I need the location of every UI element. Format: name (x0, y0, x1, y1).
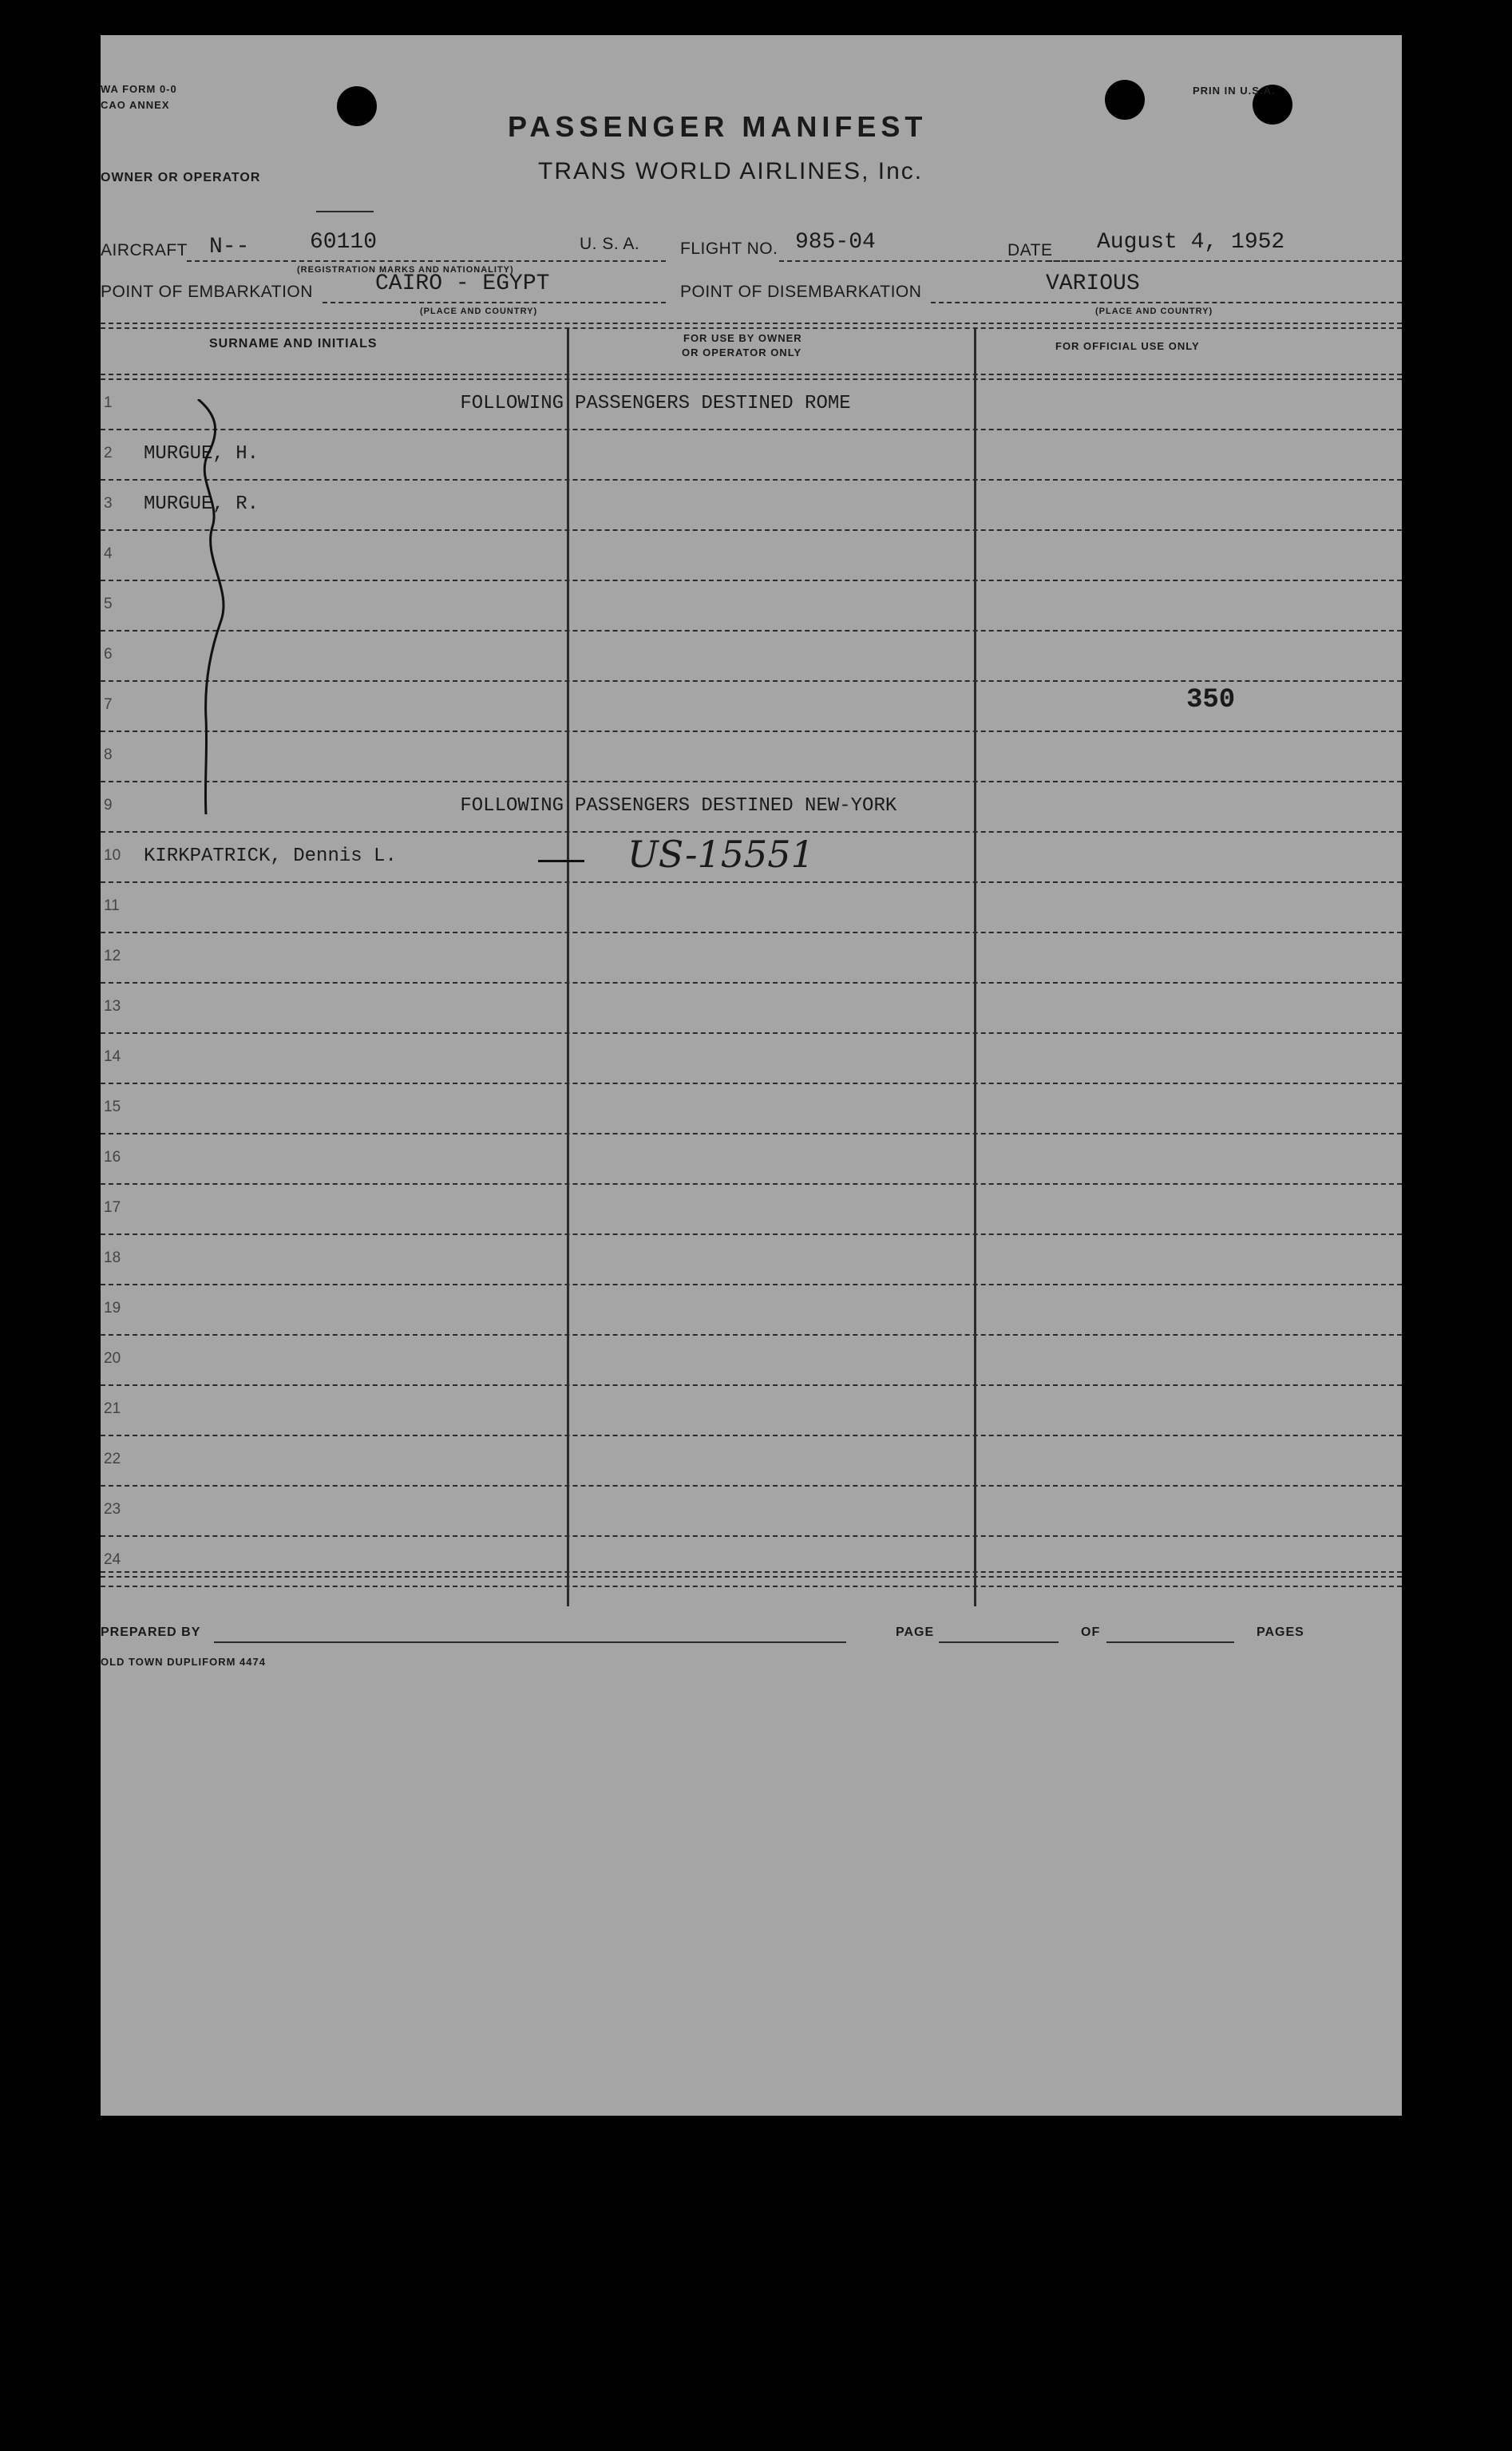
cell-surname: FOLLOWING (460, 393, 564, 414)
aircraft-prefix: N-- (209, 235, 250, 259)
cell-official-use: 350 (1186, 685, 1236, 715)
row-number: 16 (104, 1149, 121, 1166)
row-rule (101, 479, 1402, 481)
printed-in-usa: PRIN IN U.S.A. (1193, 85, 1276, 97)
punch-hole (337, 86, 377, 126)
row-number: 7 (104, 696, 113, 713)
form-title: PASSENGER MANIFEST (508, 110, 928, 143)
row-number: 13 (104, 998, 121, 1015)
row-rule (101, 630, 1402, 632)
row-rule (101, 1133, 1402, 1134)
owner-underline (316, 211, 374, 212)
page-label: PAGE (896, 1625, 935, 1639)
registration-note: (REGISTRATION MARKS AND NATIONALITY) (297, 265, 514, 275)
row-number: 2 (104, 445, 113, 461)
row-rule (101, 1535, 1402, 1537)
row-number: 17 (104, 1199, 121, 1216)
flight-number: 985-04 (795, 230, 876, 255)
row-number: 5 (104, 596, 113, 612)
embarkation-label: POINT OF EMBARKATION (101, 283, 313, 301)
row-rule (101, 1183, 1402, 1185)
cell-owner-use: PASSENGERS DESTINED NEW-YORK (575, 795, 897, 817)
row-number: 22 (104, 1451, 121, 1467)
of-label: OF (1081, 1625, 1101, 1639)
col-header-surname: SURNAME AND INITIALS (209, 337, 378, 350)
row-number: 9 (104, 797, 113, 814)
date-underline (1047, 260, 1402, 262)
handwritten-dash (538, 860, 584, 862)
col-header-official: FOR OFFICIAL USE ONLY (1055, 340, 1200, 352)
dupliform-code: OLD TOWN DUPLIFORM 4474 (101, 1656, 266, 1668)
row-number: 10 (104, 847, 121, 864)
row-rule (101, 932, 1402, 933)
row-number: 1 (104, 394, 113, 411)
form-code-top-left: WA FORM 0-0 (101, 83, 177, 95)
row-rule (101, 781, 1402, 782)
row-rule (101, 1334, 1402, 1336)
cell-owner-use: US-15551 (627, 833, 814, 876)
row-number: 3 (104, 495, 113, 512)
row-number: 11 (104, 897, 120, 914)
aircraft-number: 60110 (310, 230, 378, 255)
disembarkation-value: VARIOUS (1046, 271, 1140, 296)
prepared-by-label: PREPARED BY (101, 1625, 201, 1639)
row-number: 15 (104, 1099, 121, 1115)
owner-operator-label: OWNER OR OPERATOR (101, 171, 261, 184)
cell-surname: KIRKPATRICK, Dennis L. (144, 845, 397, 867)
column-divider (974, 327, 976, 1606)
flight-no-label: FLIGHT NO. (680, 240, 778, 258)
embarkation-value: CAIRO - EGYPT (375, 271, 550, 296)
row-rule (101, 680, 1402, 682)
row-number: 20 (104, 1350, 121, 1367)
row-number: 24 (104, 1551, 121, 1568)
col-header-owner-2: OR OPERATOR ONLY (682, 346, 802, 358)
row-rule (101, 1032, 1402, 1034)
aircraft-label: AIRCRAFT (101, 241, 188, 259)
row-number: 21 (104, 1400, 121, 1417)
date-label: DATE (1007, 241, 1053, 259)
row-rule (101, 881, 1402, 883)
row-rule (101, 1435, 1402, 1436)
row-rule (101, 429, 1402, 430)
date-value: August 4, 1952 (1097, 230, 1285, 255)
row-rule (101, 1485, 1402, 1487)
table-top-rule (101, 323, 1402, 324)
of-underline (1106, 1641, 1234, 1643)
cell-surname: MURGUE, H. (144, 443, 259, 465)
row-number: 23 (104, 1501, 121, 1518)
col-header-owner-1: FOR USE BY OWNER (683, 332, 802, 344)
row-rule (101, 1586, 1402, 1587)
row-rule (101, 1384, 1402, 1386)
pages-label: PAGES (1257, 1625, 1304, 1639)
row-rule (101, 1233, 1402, 1235)
table-top-rule (101, 327, 1402, 329)
page-underline (939, 1641, 1059, 1643)
row-rule (101, 1083, 1402, 1084)
disembarkation-label: POINT OF DISEMBARKATION (680, 283, 922, 301)
row-rule (101, 982, 1402, 984)
airline-name: TRANS WORLD AIRLINES, Inc. (538, 158, 924, 184)
bracket-mark (188, 399, 252, 814)
aircraft-underline (187, 260, 666, 262)
row-number: 18 (104, 1249, 121, 1266)
cell-surname: FOLLOWING (460, 795, 564, 817)
column-divider (567, 327, 569, 1606)
disembarkation-note: (PLACE AND COUNTRY) (1095, 307, 1213, 316)
row-number: 6 (104, 646, 113, 663)
manifest-sheet (101, 35, 1402, 2116)
table-bottom-rule (101, 1571, 1402, 1573)
row-rule (101, 1284, 1402, 1285)
row-rule (101, 580, 1402, 581)
disembarkation-underline (931, 302, 1402, 303)
row-number: 4 (104, 545, 113, 562)
row-number: 19 (104, 1300, 121, 1317)
row-rule (101, 731, 1402, 732)
row-number: 12 (104, 948, 121, 964)
row-number: 8 (104, 746, 113, 763)
punch-hole (1105, 80, 1145, 120)
embarkation-note: (PLACE AND COUNTRY) (420, 307, 538, 316)
cell-surname: MURGUE, R. (144, 493, 259, 515)
embarkation-underline (323, 302, 666, 303)
header-bottom-rule (101, 374, 1402, 375)
row-rule (101, 529, 1402, 531)
header-bottom-rule (101, 378, 1402, 380)
usa-label: U. S. A. (580, 235, 640, 253)
table-bottom-rule (101, 1576, 1402, 1578)
prepared-by-underline (214, 1641, 846, 1643)
form-annex-top-left: CAO ANNEX (101, 99, 170, 111)
row-number: 14 (104, 1048, 121, 1065)
cell-owner-use: PASSENGERS DESTINED ROME (575, 393, 851, 414)
